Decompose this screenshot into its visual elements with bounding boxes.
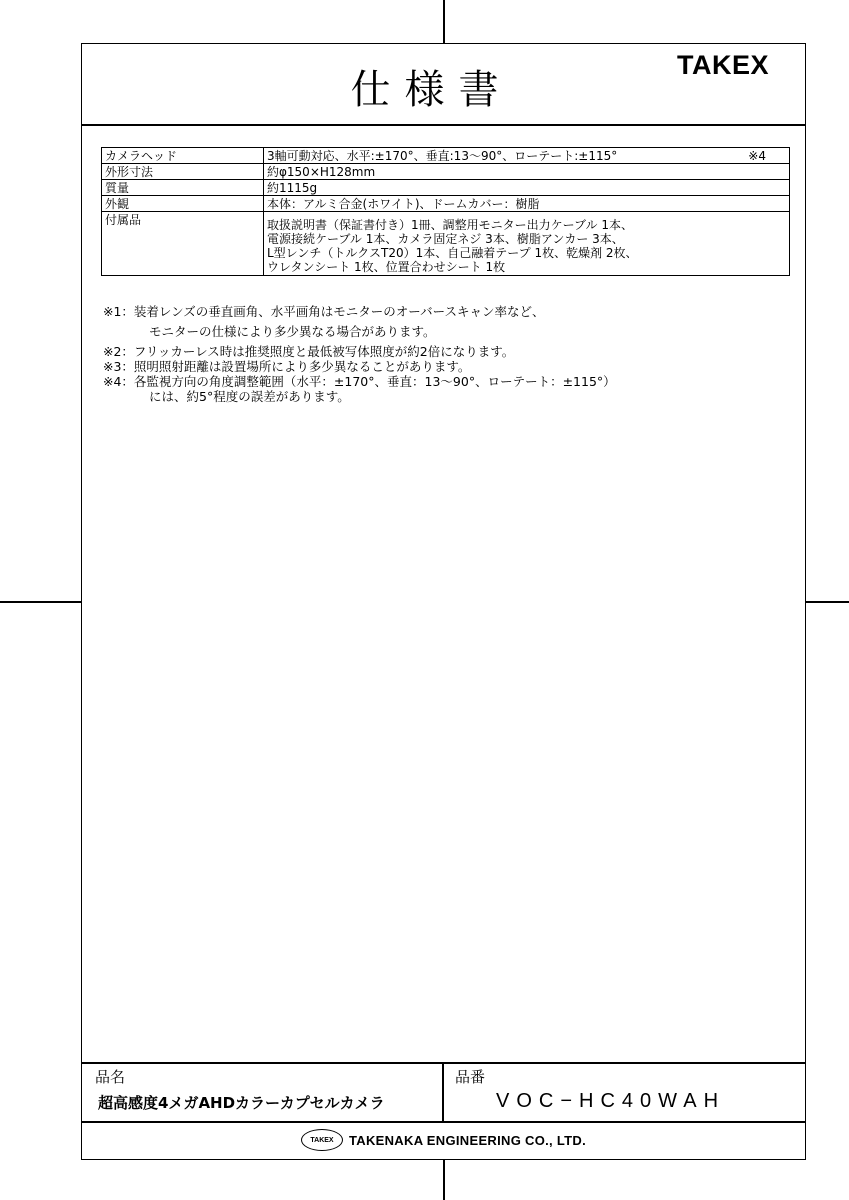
spec-value <box>264 196 790 212</box>
crop-mark-top <box>443 0 445 43</box>
footnote-continuation: モニターの仕様により多少異なる場合があります。 <box>149 324 436 339</box>
company-logo: TAKEX <box>301 1129 343 1151</box>
spec-value <box>264 180 790 196</box>
footnote: ※2：フリッカーレス時は推奨照度と最低被写体照度が約2倍になります。 <box>103 344 515 359</box>
spec-row <box>102 164 790 180</box>
spec-value <box>264 212 790 276</box>
product-code-value: VOC−HC40WAH <box>496 1090 726 1112</box>
footnote: ※1：装着レンズの垂直画角、水平画角はモニターのオーバースキャン率など、 <box>103 304 545 319</box>
spec-value-line: 取扱説明書（保証書付き）1冊、調整用モニター出力ケーブル 1本、 <box>267 218 634 232</box>
spec-value-line: L型レンチ（トルクスT20）1本、自己融着テープ 1枚、乾燥剤 2枚、 <box>267 246 638 260</box>
brand-logo: TAKEX <box>677 50 770 80</box>
crop-mark-right <box>806 601 849 603</box>
spec-value-line: 電源接続ケーブル 1本、カメラ固定ネジ 3本、樹脂アンカー 3本、 <box>267 232 624 246</box>
notes-section <box>103 304 616 404</box>
crop-mark-bottom <box>443 1160 445 1200</box>
product-name-value: 超高感度4メガAHDカラーカプセルカメラ <box>98 1094 385 1112</box>
crop-mark-left <box>0 601 81 603</box>
spec-row <box>102 180 790 196</box>
spec-label: 外観 <box>102 196 264 212</box>
spec-value-line: 約1115g <box>267 181 318 195</box>
spec-label: カメラヘッド <box>102 148 264 164</box>
product-block-bottom-rule <box>81 1121 806 1123</box>
spec-value-line: ウレタンシート 1枚、位置合わせシート 1枚 <box>267 260 506 274</box>
footnote: ※3：照明照射距離は設置場所により多少異なることがあります。 <box>103 359 471 374</box>
spec-row <box>102 148 790 164</box>
spec-row <box>102 196 790 212</box>
title-divider <box>81 124 806 126</box>
product-code-label: 品番 <box>455 1068 486 1086</box>
spec-value-line: 3軸可動対応、水平:±170°、垂直:13〜90°、ローテート:±115° <box>267 149 618 163</box>
footnote-continuation: には、約5°程度の誤差があります。 <box>149 389 350 404</box>
spec-footnote-ref: ※4 <box>748 149 766 163</box>
footnote: ※4：各監視方向の角度調整範囲（水平：±170°、垂直：13〜90°、ローテート：±115°） <box>103 374 616 389</box>
product-name-label: 品名 <box>95 1068 126 1086</box>
spec-value-line: 約φ150×H128mm <box>267 165 376 179</box>
spec-table <box>101 147 790 276</box>
spec-value-line: 本体：アルミ合金(ホワイト)、ドームカバー：樹脂 <box>267 197 540 211</box>
spec-value <box>264 148 790 164</box>
company-name: TAKENAKA ENGINEERING CO., LTD. <box>349 1132 586 1148</box>
spec-label: 付属品 <box>102 212 264 276</box>
spec-label: 外形寸法 <box>102 164 264 180</box>
spec-value <box>264 164 790 180</box>
spec-label: 質量 <box>102 180 264 196</box>
spec-row <box>102 212 790 276</box>
product-block-top-rule <box>81 1062 806 1064</box>
product-block-divider <box>442 1062 444 1122</box>
spec-table-body <box>102 148 790 276</box>
page-title: 仕様書 <box>350 67 513 113</box>
footer <box>81 1124 806 1156</box>
